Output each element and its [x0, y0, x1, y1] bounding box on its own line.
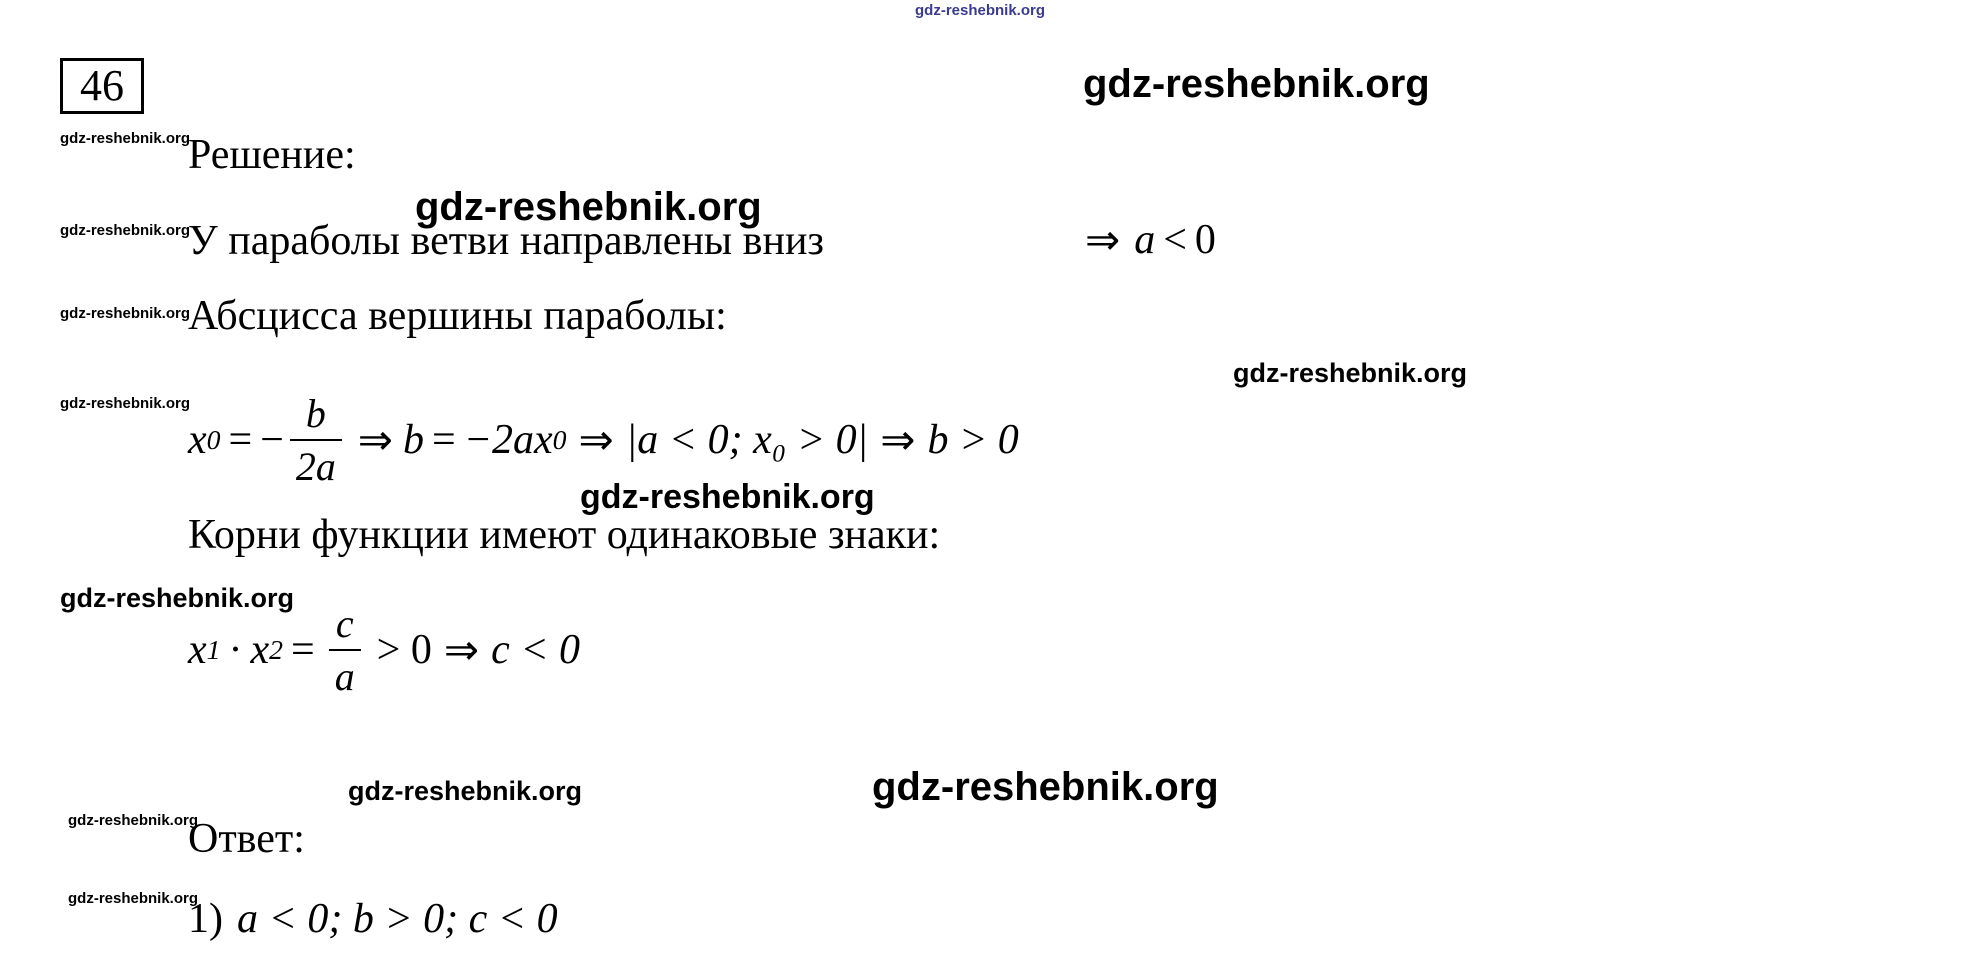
watermark-2: gdz-reshebnik.org: [60, 130, 191, 147]
equals-2: =: [431, 417, 456, 463]
arrow-implies-2: ⇒: [357, 418, 393, 464]
arrow-implies: ⇒: [1085, 218, 1121, 264]
symbol-b: b: [402, 417, 424, 463]
rel-less: <: [1163, 217, 1187, 263]
symbol-x0-sub: 0: [206, 424, 221, 455]
dot-operator: ·: [228, 627, 243, 673]
condition-group: |a < 0; x₀ > 0|: [625, 417, 869, 463]
fraction-denominator-a: a: [329, 649, 361, 700]
symbol-x2: x: [250, 627, 270, 673]
arrow-implies-4: ⇒: [880, 418, 916, 464]
math-vertex-formula: [188, 390, 1019, 490]
watermark-13: gdz-reshebnik.org: [68, 890, 199, 907]
fraction-numerator-b: b: [305, 391, 326, 436]
watermark-5: gdz-reshebnik.org: [60, 305, 191, 322]
answer-expression: a < 0; b > 0; c < 0: [237, 896, 558, 942]
greater-zero: > 0: [376, 627, 432, 673]
result-c-negative: c < 0: [491, 627, 581, 673]
minus-sign: −: [260, 417, 284, 463]
watermark-1: gdz-reshebnik.org: [1083, 62, 1430, 106]
watermark-11: gdz-reshebnik.org: [872, 765, 1219, 809]
text-roots-same-sign: Корни функции имеют одинаковые знаки:: [188, 512, 941, 558]
equals-3: =: [291, 627, 315, 673]
result-b-positive: b > 0: [927, 417, 1019, 463]
text-branches-down: У параболы ветви направлены вниз: [188, 218, 825, 264]
arrow-implies-5: ⇒: [443, 628, 480, 674]
heading-answer: Ответ:: [188, 816, 305, 862]
watermark-6: gdz-reshebnik.org: [1233, 358, 1468, 388]
problem-number-box: [60, 58, 144, 114]
math-roots-product: [188, 600, 580, 700]
fraction-denominator-2a: 2a: [290, 439, 342, 490]
math-answer-line: [188, 895, 558, 943]
symbol-x0: x: [188, 417, 207, 463]
watermark-0: gdz-reshebnik.org: [915, 2, 1046, 19]
heading-solution: Решение:: [188, 132, 356, 178]
symbol-x1-sub: 1: [206, 634, 221, 665]
watermark-7: gdz-reshebnik.org: [60, 395, 191, 412]
value-zero: 0: [1194, 217, 1216, 263]
symbol-x2-sub: 2: [269, 634, 284, 665]
fraction-c-a: [329, 600, 361, 700]
math-branch-condition: [1085, 215, 1216, 265]
problem-number: 46: [80, 61, 124, 110]
symbol-x1: x: [188, 627, 207, 673]
equals-1: =: [228, 417, 253, 463]
fraction-b-2a: [290, 390, 342, 490]
watermark-8: gdz-reshebnik.org: [580, 478, 875, 516]
watermark-10: gdz-reshebnik.org: [348, 776, 583, 806]
watermark-12: gdz-reshebnik.org: [68, 812, 199, 829]
watermark-9: gdz-reshebnik.org: [60, 583, 295, 613]
watermark-3: gdz-reshebnik.org: [415, 185, 762, 229]
answer-item-number: 1): [188, 896, 223, 942]
expr-minus-2ax0-sub: 0: [552, 424, 567, 455]
expr-minus-2ax0: −2ax: [463, 417, 553, 463]
watermark-4: gdz-reshebnik.org: [60, 222, 191, 239]
fraction-numerator-c: c: [335, 601, 354, 646]
arrow-implies-3: ⇒: [578, 418, 614, 464]
text-vertex-abscissa: Абсцисса вершины параболы:: [188, 293, 727, 339]
var-a: a: [1134, 217, 1156, 263]
